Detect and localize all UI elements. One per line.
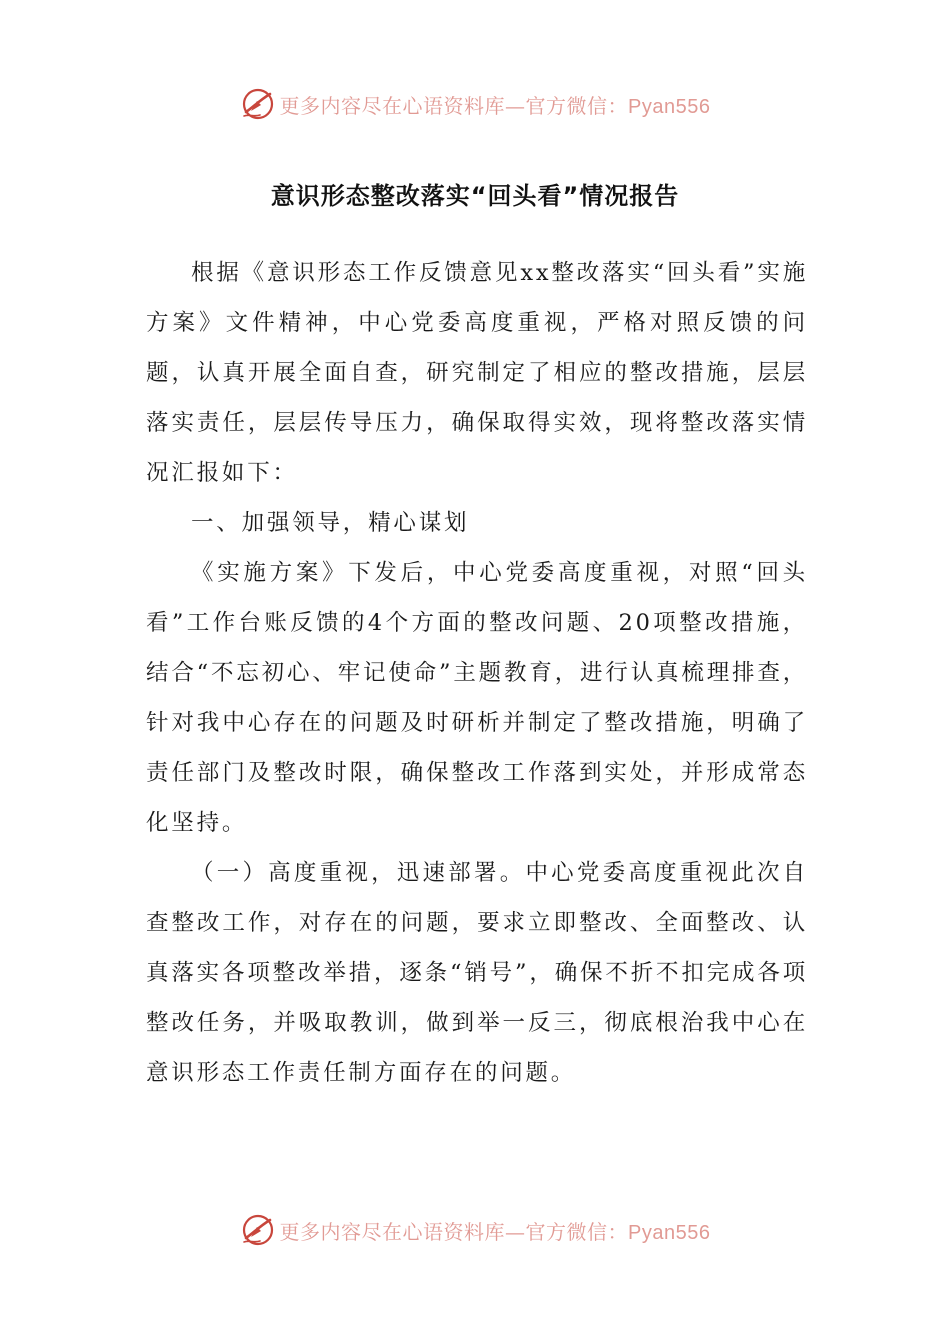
pen-logo-icon xyxy=(240,86,276,122)
paragraph-subsection-1: （一）高度重视，迅速部署。中心党委高度重视此次自查整改工作，对存在的问题，要求立即整改、全面整改、认真落实各项整改举措，逐条“销号”，确保不折不扣完成各项整改任务，并吸取教训，做到举一反三，彻底根治我中心在意识形态工作责任制方面存在的问题。 xyxy=(146,860,808,1086)
section-heading-1: 一、加强领导，精心谋划 xyxy=(191,510,470,536)
header-watermark-banner xyxy=(0,82,950,126)
pen-logo-icon xyxy=(240,1212,276,1248)
document-title: 意识形态整改落实“回头看”情况报告 xyxy=(270,182,680,210)
footer-watermark-banner xyxy=(0,1208,950,1252)
paragraph-section-1: 《实施方案》下发后，中心党委高度重视，对照“回头看”工作台账反馈的4个方面的整改问题、20项整改措施，结合“不忘初心、牢记使命”主题教育，进行认真梳理排查，针对我中心存在的问题及时研析并制定了整改措施，明确了责任部门及整改时限，确保整改工作落到实处，并形成常态化坚持。 xyxy=(146,560,808,836)
watermark-text xyxy=(280,1216,711,1245)
document-body xyxy=(146,248,808,1098)
watermark-slogan: 更多内容尽在心语资料库—官方微信： xyxy=(279,93,629,118)
watermark-slogan: 更多内容尽在心语资料库—官方微信： xyxy=(279,1219,629,1244)
wechat-id: Pyan556 xyxy=(628,1221,711,1244)
wechat-id: Pyan556 xyxy=(628,95,711,118)
watermark-text xyxy=(280,90,711,119)
paragraph-intro: 根据《意识形态工作反馈意见xx整改落实“回头看”实施方案》文件精神，中心党委高度重视，严格对照反馈的问题，认真开展全面自查，研究制定了相应的整改措施，层层落实责任，层层传导压力，确保取得实效，现将整改落实情况汇报如下： xyxy=(146,260,808,486)
